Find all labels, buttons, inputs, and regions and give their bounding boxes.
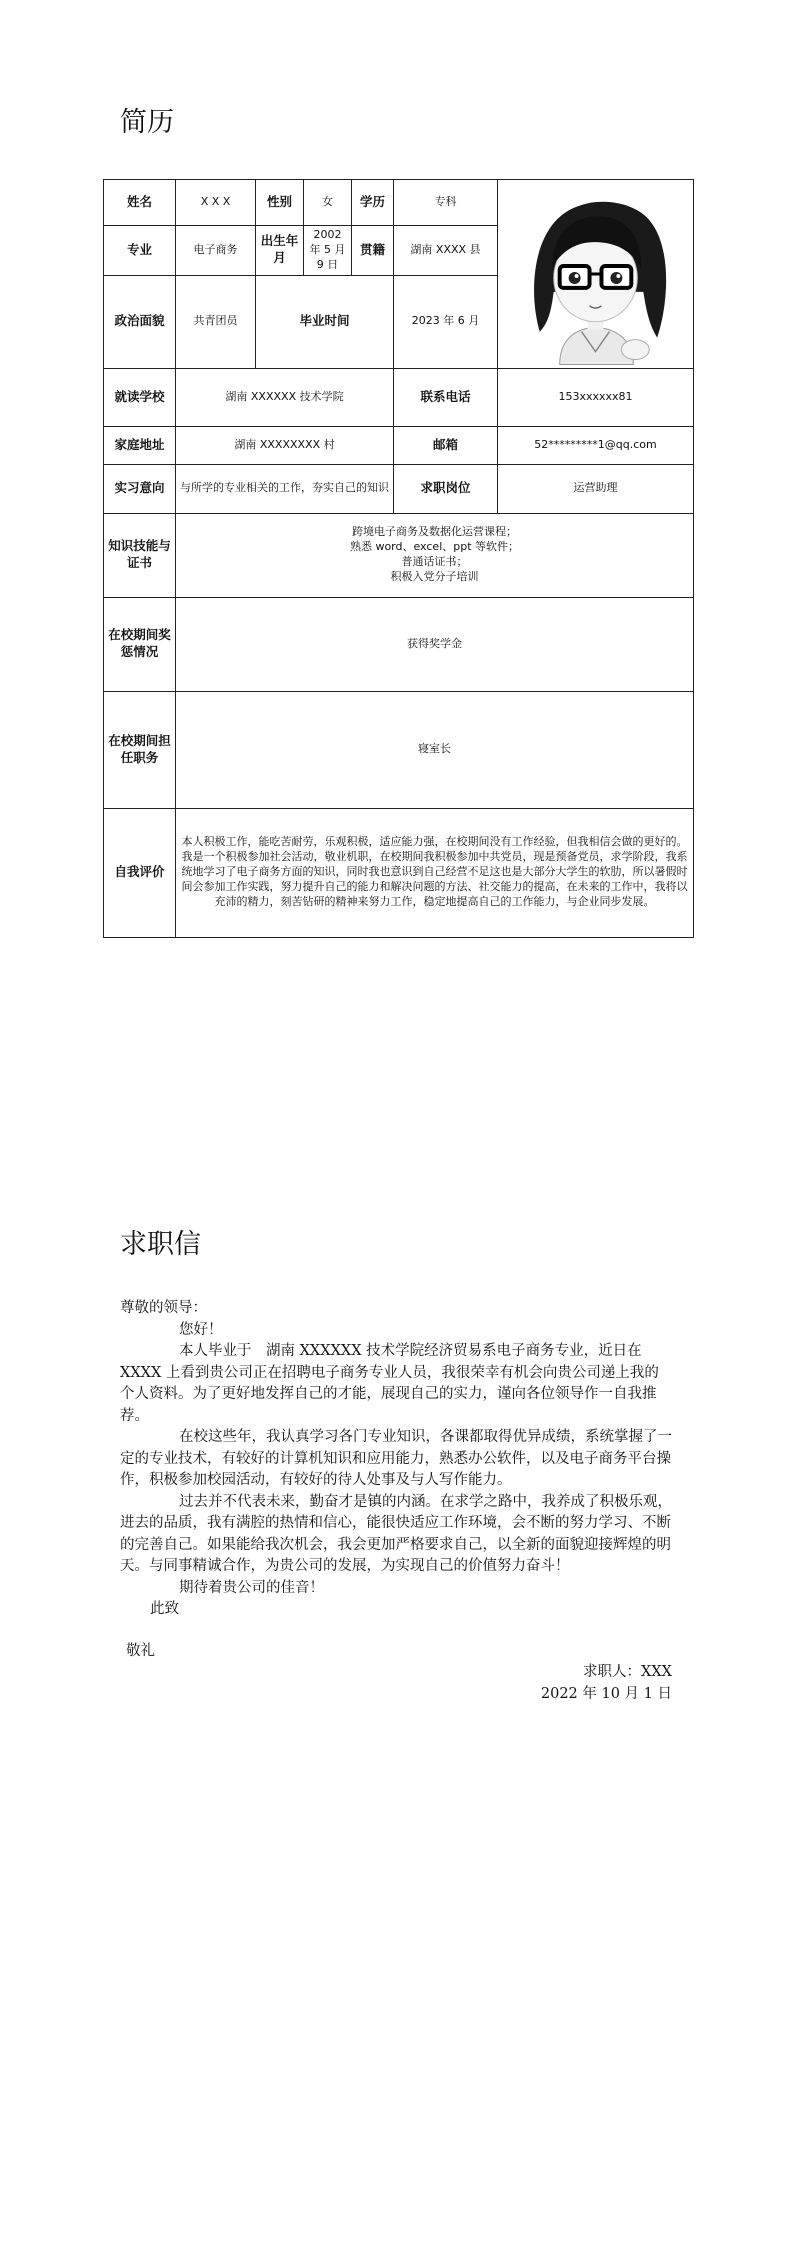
- letter-title: 求职信: [120, 1229, 201, 1260]
- major-label: 专业: [104, 226, 176, 276]
- email-label: 邮箱: [394, 426, 498, 464]
- name-label: 姓名: [104, 180, 176, 226]
- letter-greeting: 您好！: [179, 1321, 223, 1338]
- letter-date: 2022 年 10 月 1 日: [540, 1685, 672, 1702]
- letter-paragraph: 过去并不代表未来，勤奋才是镇的内涵。在求学之路中，我养成了积极乐观，进去的品质，我有满腔的热情和信心，能很快适应工作环境，会不断的努力学习、不断的完善自己。如果能给我次机会，我会更加严格要求自己，以全新的面貌迎接辉煌的明天。与同事精诚合作，为贵公司的发展，为实现自己的价值努力奋斗！: [120, 1493, 672, 1574]
- resume-title: 简历: [120, 107, 174, 138]
- letter-paragraph: 在校这些年，我认真学习各门专业知识，各课都取得优异成绩，系统掌握了一定的专业技术，有较好的计算机知识和应用能力，熟悉办公软件，以及电子商务平台操作，积极参加校园活动，有较好的待人处事及与人写作能力。: [120, 1429, 672, 1488]
- skill-item: 熟悉 word、excel、ppt 等软件；: [349, 540, 520, 554]
- address-value: 湖南 XXXXXXXX 村: [176, 426, 394, 464]
- political-label: 政治面貌: [104, 275, 176, 368]
- awards-label: 在校期间奖惩情况: [104, 597, 176, 691]
- letter-paragraph: 本人毕业于 湖南 XXXXXX 技术学院经济贸易系电子商务专业，近日在 XXXX 上看到贵公司正在招聘电子商务专业人员，我很荣幸有机会向贵公司递上我的个人资料。为了更好地发挥自己的才能，展现自己的实力，谨向各位领导作一自我推荐。: [120, 1343, 659, 1424]
- birth-label: 出生年月: [256, 226, 304, 276]
- major-value: 电子商务: [176, 226, 256, 276]
- native-value: 湖南 XXXX 县: [394, 226, 498, 276]
- skills-label: 知识技能与证书: [104, 513, 176, 597]
- resume-table: [103, 179, 694, 938]
- cover-letter: [120, 1298, 672, 1705]
- self-eval-value: 本人积极工作，能吃苦耐劳，乐观积极，适应能力强，在校期间没有工作经验，但我相信会做的更好的。我是一个积极参加社会活动，敬业机职，在校期间我积极参加中共党员，现是预备党员，求学阶段，我系统地学习了电子商务方面的知识，同时我也意识到自己经营不足这也是大部分大学生的软肋，所以暑假时间会参加工作实践，努力提升自己的能力和解决问题的方法、社交能力的提高，在未来的工作中，我将以充沛的精力，刻苦钻研的精神来努力工作，稳定地提高自己的工作能力，与企业同步发展。: [176, 808, 694, 937]
- skill-item: 普通话证书；: [401, 555, 468, 569]
- letter-closing-1: 此致: [150, 1601, 179, 1617]
- intent-value: 与所学的专业相关的工作，夯实自己的知识: [176, 464, 394, 513]
- skill-item: 跨境电子商务及数据化运营课程；: [352, 525, 517, 539]
- email-value: 52*********1@qq.com: [498, 426, 694, 464]
- birth-value: 2002 年 5 月 9 日: [304, 226, 352, 276]
- duties-label: 在校期间担任职务: [104, 691, 176, 808]
- letter-signature: 求职人：XXX: [583, 1664, 672, 1680]
- letter-paragraph: 期待着贵公司的佳音！: [179, 1579, 324, 1596]
- school-value: 湖南 XXXXXX 技术学院: [176, 368, 394, 426]
- skill-item: 积极入党分子培训: [390, 569, 479, 583]
- awards-value: 获得奖学金: [176, 597, 694, 691]
- position-label: 求职岗位: [394, 464, 498, 513]
- intent-label: 实习意向: [104, 464, 176, 513]
- letter-salutation: 尊敬的领导：: [120, 1300, 207, 1316]
- letter-closing-2: 敬礼: [126, 1642, 155, 1659]
- education-label: 学历: [352, 180, 394, 226]
- phone-label: 联系电话: [394, 368, 498, 426]
- phone-value: 153xxxxxx81: [498, 368, 694, 426]
- skills-value: [176, 513, 694, 597]
- avatar: [498, 182, 693, 365]
- photo-cell: [498, 180, 694, 369]
- education-value: 专科: [394, 180, 498, 226]
- gender-value: 女: [304, 180, 352, 226]
- name-value: X X X: [176, 180, 256, 226]
- self-eval-label: 自我评价: [104, 808, 176, 937]
- duties-value: 寝室长: [176, 691, 694, 808]
- gender-label: 性别: [256, 180, 304, 226]
- native-label: 贯籍: [352, 226, 394, 276]
- address-label: 家庭地址: [104, 426, 176, 464]
- political-value: 共青团员: [176, 275, 256, 368]
- graduation-label: 毕业时间: [256, 275, 394, 368]
- position-value: 运营助理: [498, 464, 694, 513]
- school-label: 就读学校: [104, 368, 176, 426]
- graduation-value: 2023 年 6 月: [394, 275, 498, 368]
